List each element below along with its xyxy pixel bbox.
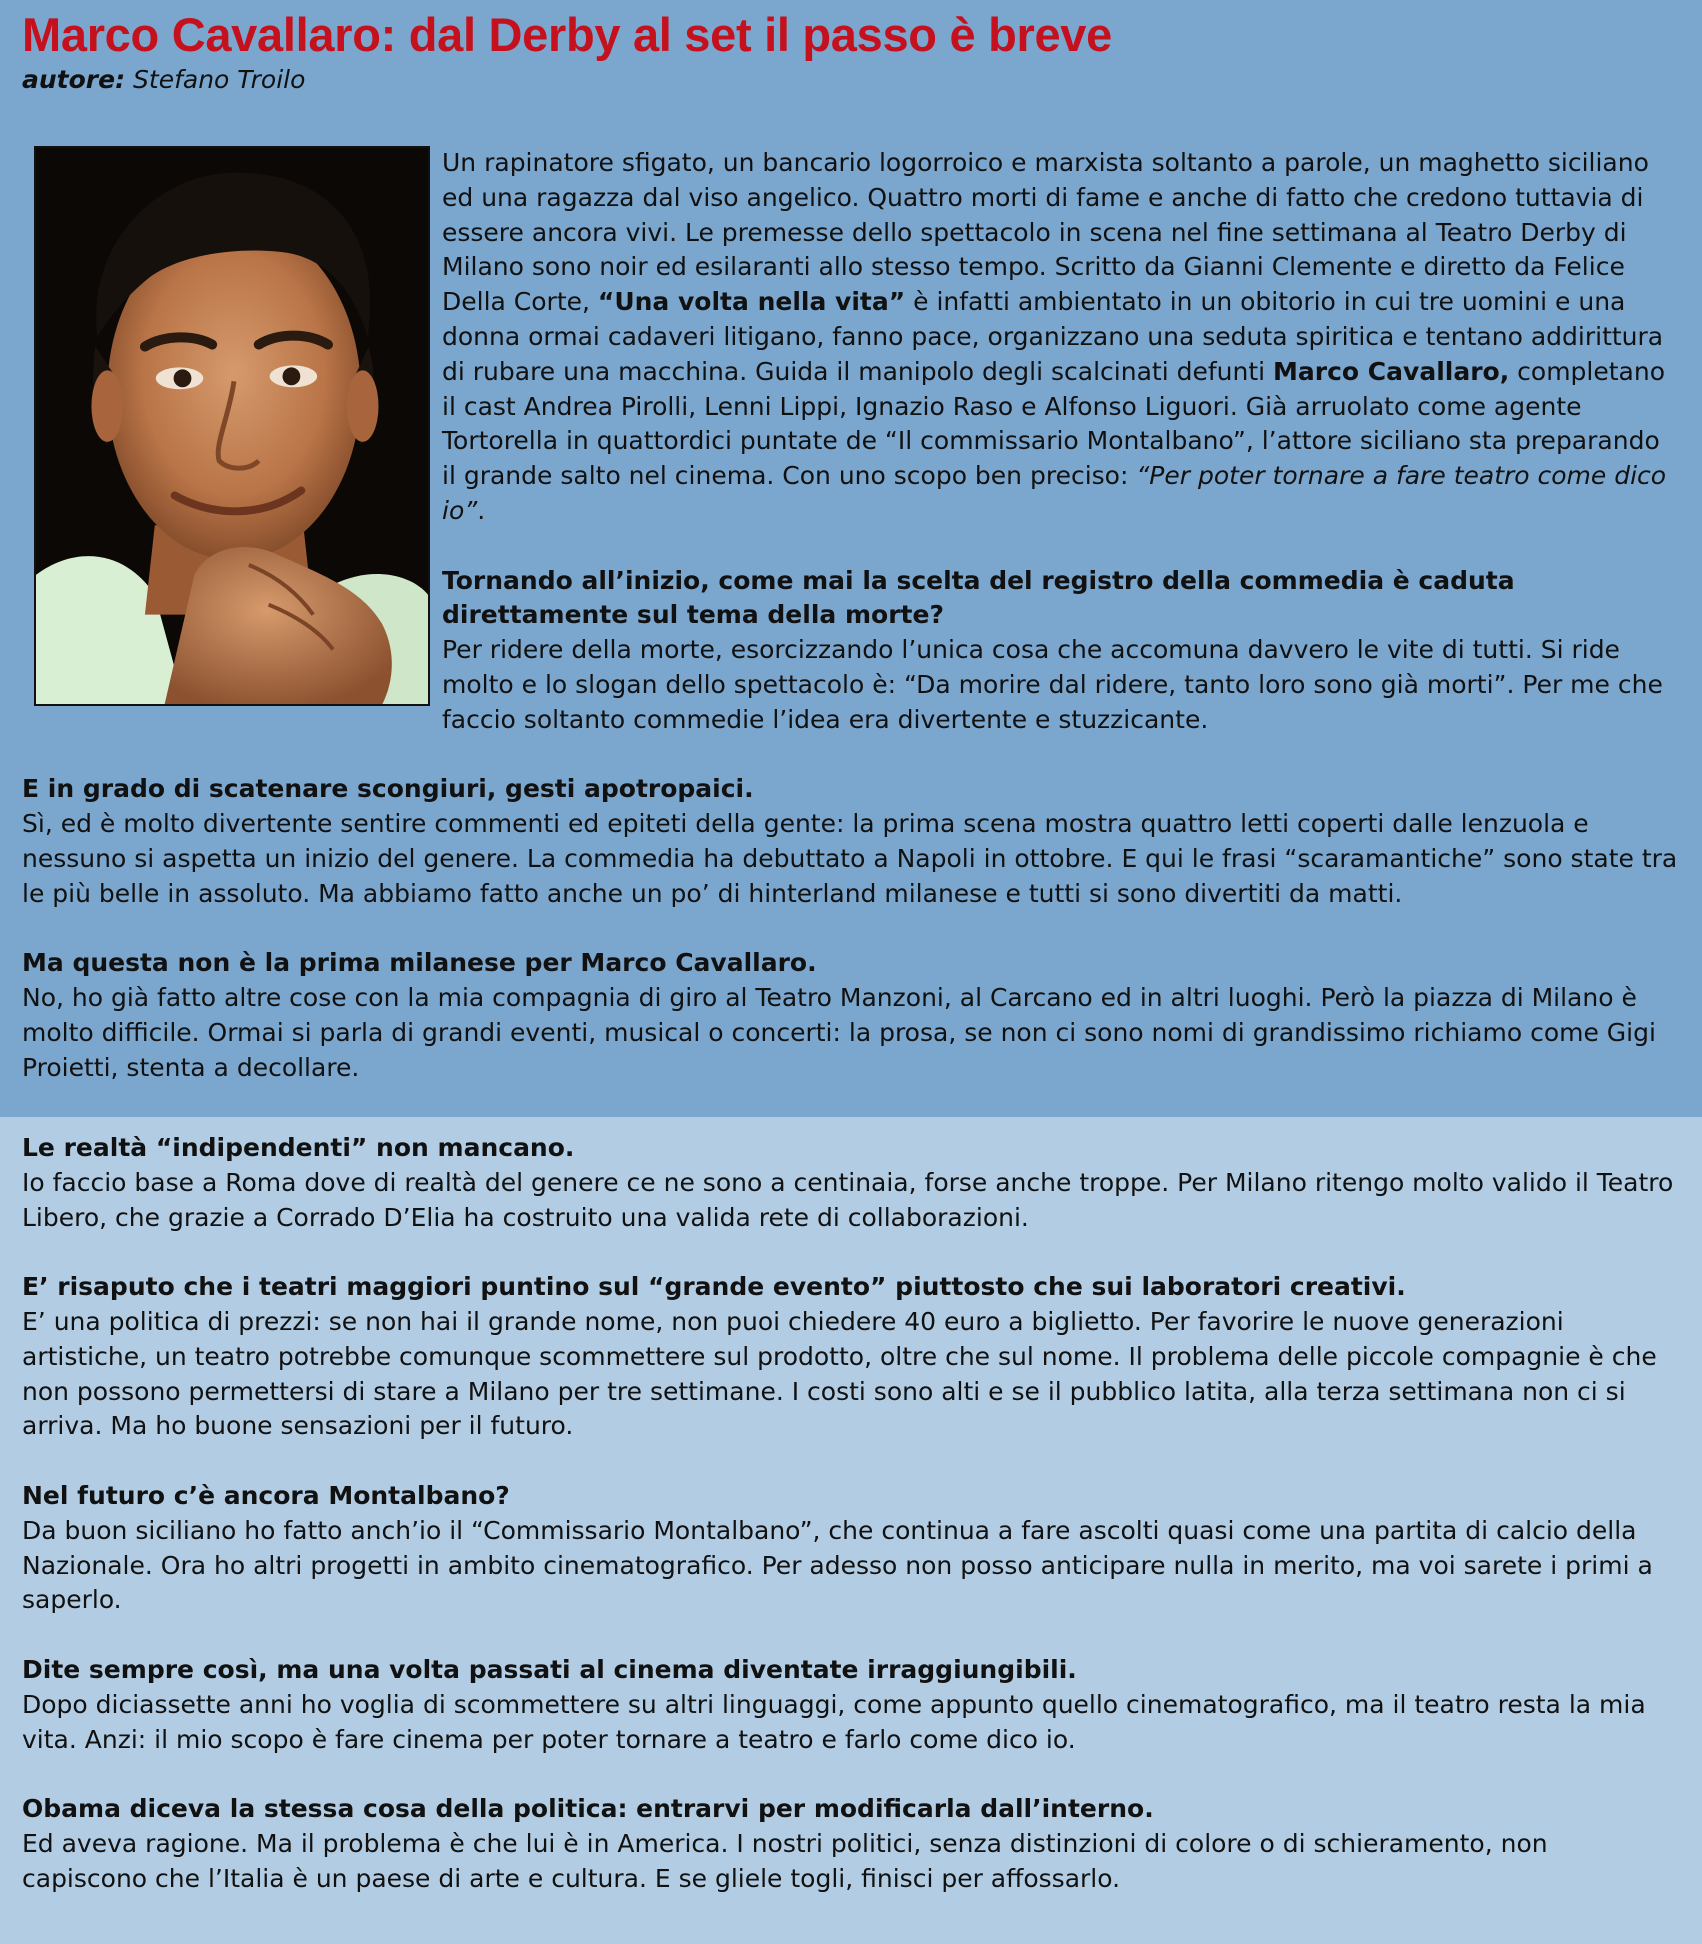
qa-question: E in grado di scatenare scongiuri, gesti apotropaici. <box>22 774 754 804</box>
qa-question: Tornando all’inizio, come mai la scelta del registro della commedia è caduta direttamente sul tema della morte? <box>442 565 1515 630</box>
author-label: autore: <box>22 65 126 94</box>
author-name: Stefano Troilo <box>133 65 306 94</box>
qa-answer: Sì, ed è molto divertente sentire commenti ed epiteti della gente: la prima scena mostra quattro letti coperti dalle lenzuola e nessuno si aspetta un inizio del genere. La commedia ha debuttato a Napoli in ottobre. E qui le frasi “scaramantiche” sono state tra le più belle in assoluto. Ma abbiamo fatto anche un po’ di hinterland milanese e tutti si sono divertiti da matti. <box>22 809 1678 908</box>
qa-block <box>22 1479 1678 1618</box>
portrait-image <box>36 148 428 704</box>
qa-question: E’ risaputo che i teatri maggiori puntino sul “grande evento” piuttosto che sui laboratori creativi. <box>22 1272 1406 1302</box>
qa-question: Ma questa non è la prima milanese per Marco Cavallaro. <box>22 948 817 978</box>
qa-answer: E’ una politica di prezzi: se non hai il grande nome, non puoi chiedere 40 euro a biglietto. Per favorire le nuove generazioni artistiche, un teatro potrebbe comunque scommettere sul prodotto, oltre che sul nome. Il problema delle piccole compagnie è che non possono permettersi di stare a Milano per tre settimane. I costi sono alti e se il pubblico latita, alla terza settimana non ci si arriva. Ma ho buone sensazioni per il futuro. <box>22 1306 1657 1441</box>
intro-text-2: è infatti ambientato in un obitorio in cui tre uomini e una donna ormai cadaveri litigano, fanno pace, organizzano una seduta spiritica e tentano addirittura di rubare una macchina. Guida il manipolo degli scalcinati defunti <box>442 287 1664 386</box>
qa-answer: Dopo diciassette anni ho voglia di scommettere su altri linguaggi, come appunto quello cinematografico, ma il teatro resta la mia vita. Anzi: il mio scopo è fare cinema per poter tornare a teatro e farlo come dico io. <box>22 1689 1646 1754</box>
qa-answer: Io faccio base a Roma dove di realtà del genere ce ne sono a centinaia, forse anche troppe. Per Milano ritengo molto valido il Teatro Libero, che grazie a Corrado D’Elia ha costruito una valida rete di collaborazioni. <box>22 1167 1674 1232</box>
qa-block <box>22 1792 1678 1896</box>
byline <box>22 64 1678 96</box>
intro-text-1: Un rapinatore sfigato, un bancario logorroico e marxista soltanto a parole, un maghetto siciliano ed una ragazza dal viso angelico. Quattro morti di fame e anche di fatto che credono tuttavia di essere ancora vivi. Le premesse dello spettacolo in scena nel fine settimana al Teatro Derby di Milano sono noir ed esilaranti allo stesso tempo. Scritto da Gianni Clemente e diretto da Felice Della Corte, <box>442 148 1649 317</box>
article-bottom-section <box>0 1117 1702 1897</box>
qa-question: Dite sempre così, ma una volta passati al cinema diventate irraggiungibili. <box>22 1654 1077 1684</box>
qa-block <box>22 946 1678 1085</box>
intro-text-3: completano il cast Andrea Pirolli, Lenni Lippi, Ignazio Raso e Alfonso Liguori. Già arruolato come agente Tortorella in quattordici puntate de “Il commissario Montalbano”, l’attore siciliano sta preparando il grande salto nel cinema. Con uno scopo ben preciso: <box>442 356 1666 491</box>
qa-question: Obama diceva la stessa cosa della politica: entrarvi per modificarla dall’interno. <box>22 1794 1154 1824</box>
qa-block <box>22 772 1678 911</box>
qa-block <box>22 1270 1678 1444</box>
intro-quote: “Per poter tornare a fare teatro come dico io” <box>442 461 1667 525</box>
qa-answer: Ed aveva ragione. Ma il problema è che lui è in America. I nostri politici, senza distinzioni di colore o di schieramento, non capiscono che l’Italia è un paese di arte e cultura. E se gliele togli, finisci per affossarlo. <box>22 1828 1548 1893</box>
intro-show-title: “Una volta nella vita” <box>597 287 906 317</box>
qa-answer: Da buon siciliano ho fatto anch’io il “Commissario Montalbano”, che continua a fare ascolti quasi come una partita di calcio della Nazionale. Ora ho altri progetti in ambito cinematografico. Per adesso non posso anticipare nulla in merito, ma voi sarete i primi a saperlo. <box>22 1515 1653 1615</box>
qa-block <box>22 1131 1678 1235</box>
intro-actor-name: Marco Cavallaro, <box>1273 356 1510 386</box>
qa-question: Le realtà “indipendenti” non mancano. <box>22 1133 575 1162</box>
article-title: Marco Cavallaro: dal Derby al set il passo è breve <box>22 8 1112 61</box>
qa-answer: Per ridere della morte, esorcizzando l’unica cosa che accomuna davvero le vite di tutti. Si ride molto e lo slogan dello spettacolo è: “Da morire dal ridere, tanto loro sono già morti”. Per me che faccio soltanto commedie l’idea era divertente e stuzzicante. <box>442 635 1663 734</box>
qa-answer: No, ho già fatto altre cose con la mia compagnia di giro al Teatro Manzoni, al Carcano ed in altri luoghi. Però la piazza di Milano è molto difficile. Ormai si parla di grandi eventi, musical o concerti: la prosa, se non ci sono nomi di grandissimo richiamo come Gigi Proietti, stenta a decollare. <box>22 983 1656 1082</box>
intro-text-4: . <box>477 495 486 525</box>
portrait-photo <box>34 146 430 706</box>
qa-question: Nel futuro c’è ancora Montalbano? <box>22 1480 510 1510</box>
qa-block <box>22 1653 1678 1757</box>
